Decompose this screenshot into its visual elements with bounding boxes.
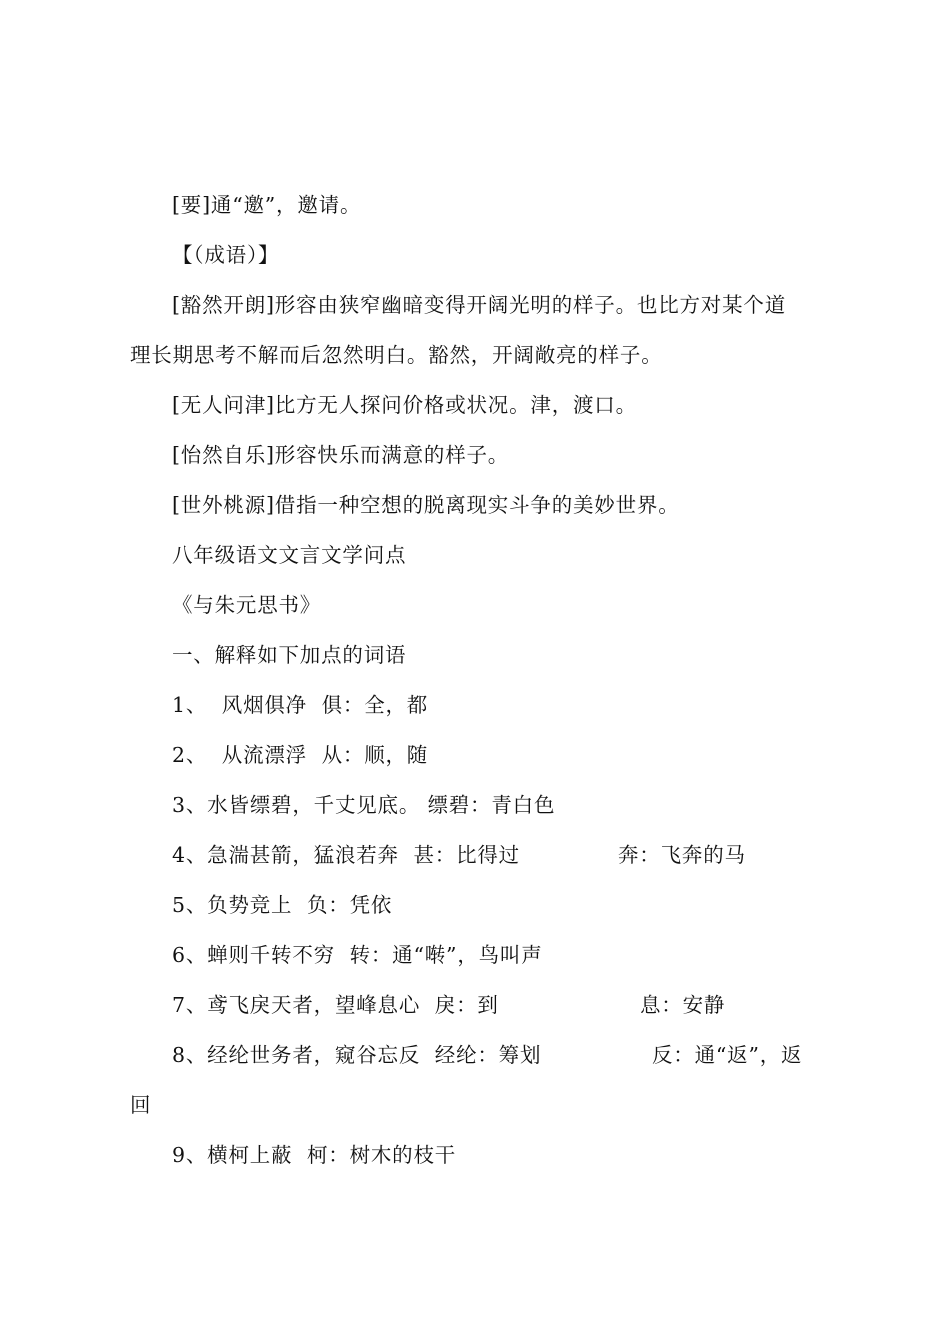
idioms-heading: 【（成语）】 xyxy=(172,243,280,267)
item-1: 1、 风烟俱净 俱：全，都 xyxy=(172,693,429,717)
idiom-yiran-zile: [怡然自乐]形容快乐而满意的样子。 xyxy=(172,443,510,467)
item-3: 3、水皆缥碧，千丈见底。 缥碧：青白色 xyxy=(172,793,556,817)
text-title: 《与朱元思书》 xyxy=(172,593,322,617)
annotation-yao: [要]通“邀”，邀请。 xyxy=(172,193,362,217)
item-8-part2: 反：通“返”，返 xyxy=(652,1043,803,1067)
item-4-part1: 4、急湍甚箭，猛浪若奔 甚：比得过 xyxy=(172,843,520,867)
item-2: 2、 从流漂浮 从：顺，随 xyxy=(172,743,429,767)
item-8-cont: 回 xyxy=(130,1093,152,1117)
item-5: 5、负势竞上 负：凭依 xyxy=(172,893,393,917)
section-title: 八年级语文文言文学问点 xyxy=(172,543,407,567)
item-8-part1: 8、经纶世务者，窥谷忘反 经纶：筹划 xyxy=(172,1043,542,1067)
item-6: 6、蝉则千转不穷 转：通“啭”，鸟叫声 xyxy=(172,943,543,967)
idiom-huoran-kailang-cont: 理长期思考不解而后忽然明白。豁然，开阔敞亮的样子。 xyxy=(130,343,663,367)
item-4-part2: 奔：飞奔的马 xyxy=(618,843,746,867)
item-7-part2: 息：安静 xyxy=(640,993,726,1017)
idiom-wuren-wenjin: [无人问津]比方无人探问价格或状况。津，渡口。 xyxy=(172,393,637,417)
item-7-part1: 7、鸢飞戾天者，望峰息心 戾：到 xyxy=(172,993,499,1017)
idiom-huoran-kailang: [豁然开朗]形容由狭窄幽暗变得开阔光明的样子。也比方对某个道 xyxy=(172,293,786,317)
exercise-heading: 一、解释如下加点的词语 xyxy=(172,643,407,667)
item-9: 9、横柯上蔽 柯：树木的枝干 xyxy=(172,1143,457,1167)
idiom-shiwai-taoyuan: [世外桃源]借指一种空想的脱离现实斗争的美妙世界。 xyxy=(172,493,680,517)
